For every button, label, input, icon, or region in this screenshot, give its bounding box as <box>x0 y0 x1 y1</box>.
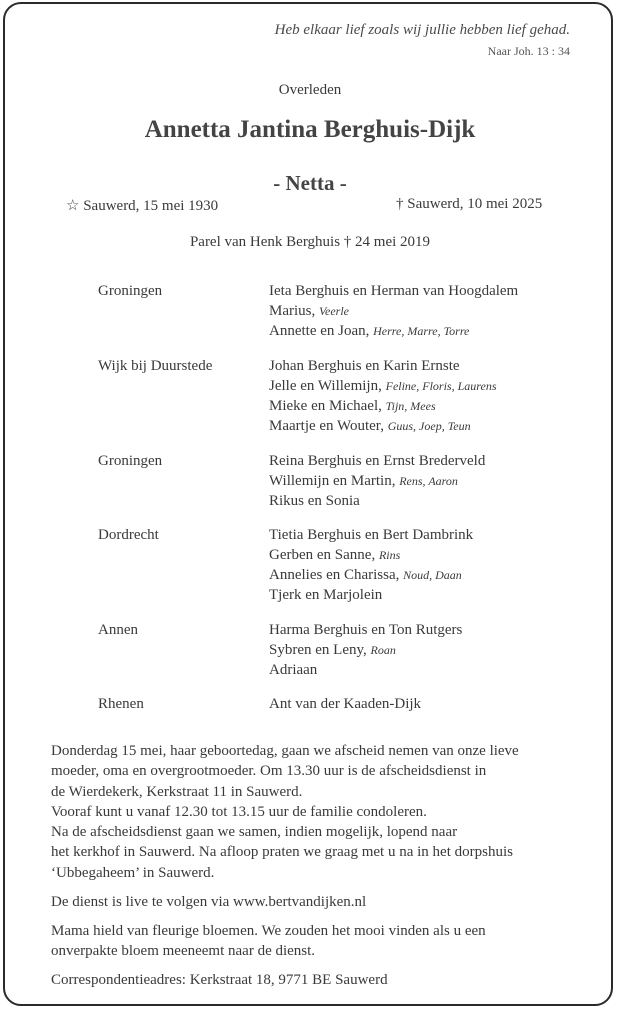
family-line: Ieta Berghuis en Herman van Hoogdalem <box>269 283 519 299</box>
family-place: Rhenen <box>98 696 144 712</box>
family-line: Tietia Berghuis en Bert Dambrink <box>269 527 474 543</box>
grandchildren: Herre, Marre, Torre <box>373 324 470 338</box>
family-place: Groningen <box>98 283 163 299</box>
family-line: Adriaan <box>269 662 318 678</box>
family-line: Ant van der Kaaden-Dijk <box>269 696 422 712</box>
family-line: Annelies en Charissa, Noud, Daan <box>269 567 462 583</box>
family-place: Wijk bij Duurstede <box>98 358 213 374</box>
grandchildren: Rins <box>378 548 401 562</box>
family-line: Rikus en Sonia <box>269 493 360 509</box>
family-line: Mieke en Michael, Tijn, Mees <box>269 398 436 414</box>
family-place: Annen <box>98 622 138 638</box>
family-line: Harma Berghuis en Ton Rutgers <box>269 622 463 638</box>
family-line: Marius, Veerle <box>269 303 349 319</box>
family-line: Reina Berghuis en Ernst Brederveld <box>269 453 486 469</box>
grandchildren: Guus, Joep, Teun <box>387 419 471 433</box>
nickname: - Netta - <box>273 171 347 195</box>
family-line: Tjerk en Marjolein <box>269 587 383 603</box>
overleden-label: Overleden <box>278 82 342 98</box>
family-line: Gerben en Sanne, Rins <box>269 547 401 563</box>
family-place: Dordrecht <box>98 527 159 543</box>
birth-line: ☆ Sauwerd, 15 mei 1930 <box>66 198 219 214</box>
family-line: Maartje en Wouter, Guus, Joep, Teun <box>269 418 471 434</box>
bible-quote: Heb elkaar lief zoals wij jullie hebben lief gehad. <box>274 22 570 38</box>
grandchildren: Rens, Aaron <box>399 474 458 488</box>
quote-reference: Naar Joh. 13 : 34 <box>487 44 570 58</box>
grandchildren: Noud, Daan <box>403 568 462 582</box>
partner-line: Parel van Henk Berghuis † 24 mei 2019 <box>189 234 431 250</box>
deceased-name: Annetta Jantina Berghuis-Dijk <box>144 116 476 143</box>
correspondence-address: Correspondentieadres: Kerkstraat 18, 9771 BE Sauwerd <box>51 972 388 988</box>
death-line: † Sauwerd, 10 mei 2025 <box>396 196 543 212</box>
grandchildren: Veerle <box>319 304 349 318</box>
family-line: Jelle en Willemijn, Feline, Floris, Laurens <box>269 378 497 394</box>
grandchildren: Feline, Floris, Laurens <box>385 379 497 393</box>
family-line: Sybren en Leny, Roan <box>269 642 396 658</box>
grandchildren: Tijn, Mees <box>385 399 436 413</box>
grandchildren: Roan <box>370 643 396 657</box>
family-line: Willemijn en Martin, Rens, Aaron <box>269 473 458 489</box>
flowers-paragraph: Mama hield van fleurige bloemen. We zouden het mooi vinden als u een onverpakte bloem meeneemt naar de dienst. <box>51 923 486 960</box>
family-line: Annette en Joan, Herre, Marre, Torre <box>269 323 470 339</box>
family-place: Groningen <box>98 453 163 469</box>
family-line: Johan Berghuis en Karin Ernste <box>269 358 460 374</box>
livestream-line: De dienst is live te volgen via www.bertvandijken.nl <box>51 894 367 910</box>
service-paragraph: Donderdag 15 mei, haar geboortedag, gaan we afscheid nemen van onze lieve moeder, oma en overgrootmoeder. Om 13.30 uur is de afscheidsdienst in de Wierdekerk, Kerkstraat 11 in Sauwerd. Vooraf kunt u vanaf 12.30 tot 13.15 uur de familie condoleren. Na de afscheidsdienst gaan we samen, indien mogelijk, lopend naar het kerkhof in Sauwerd. Na afloop praten we graag met u na in het dorpshuis ‘Ubbegaheem’ in Sauwerd. <box>51 743 519 881</box>
